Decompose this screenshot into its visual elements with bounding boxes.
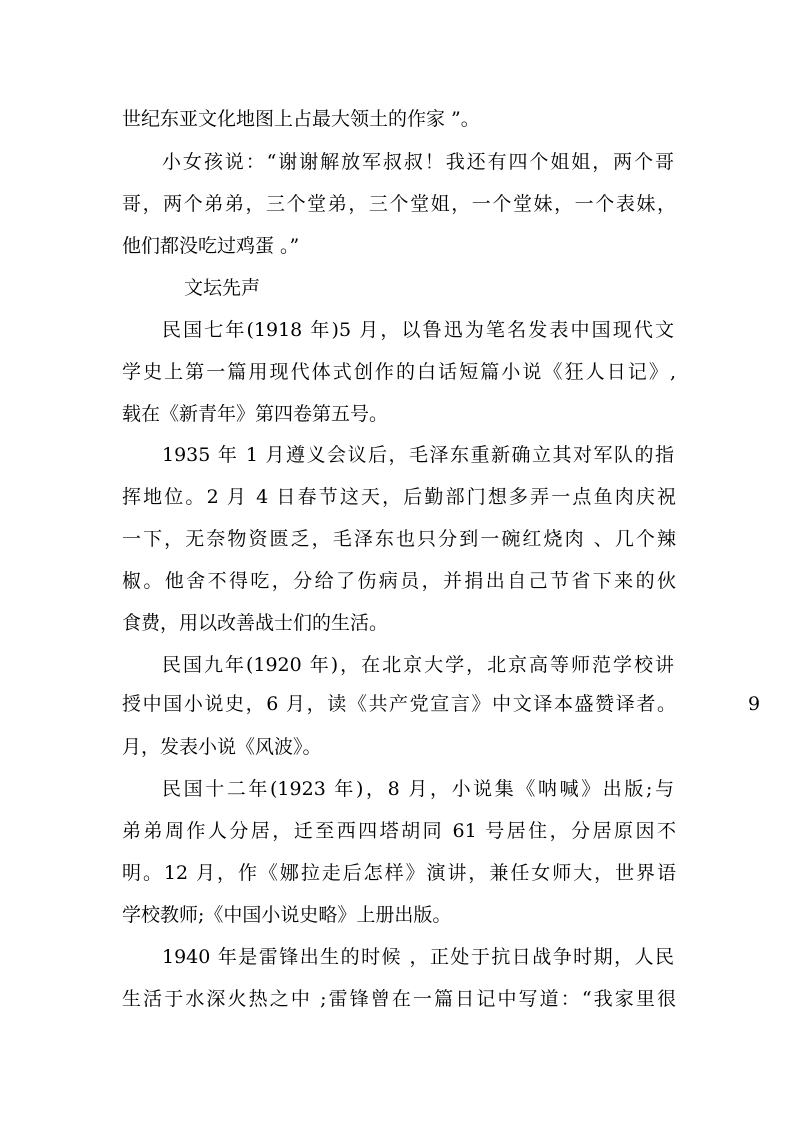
text-line: 椒。他舍不得吃，分给了伤病员，并捐出自己节省下来的伙 [122,570,676,592]
text-line: 学史上第一篇用现代体式创作的白话短篇小说《狂人日记》, [122,361,676,383]
text-line: 月，发表小说《风波》。 [122,736,322,758]
text-line: 民国十二年(1923 年)，8 月，小说集《呐喊》出版;与 [162,778,674,800]
text-line: 民国九年(1920 年)，在北京大学，北京高等师范学校讲 [162,654,674,676]
text-line: 明。12 月，作《娜拉走后怎样》演讲，兼任女师大，世界语 [122,862,676,884]
text-line: 世纪东亚文化地图上占最大领土的作家 ”。 [122,108,480,130]
page-number: 9 [748,693,761,715]
text-line: 小女孩说：“谢谢解放军叔叔！我还有四个姐姐，两个哥 [162,151,674,173]
text-line: 弟弟周作人分居，迁至西四塔胡同 61 号居住，分居原因不 [122,820,676,842]
text-line: 食费，用以改善战士们的生活。 [122,612,389,634]
text-line: 1935 年 1 月遵义会议后，毛泽东重新确立其对军队的指 [162,444,674,466]
text-line: 1940 年是雷锋出生的时候 ，正处于抗日战争时期，人民 [162,946,674,968]
text-line: 民国七年(1918 年)5 月，以鲁迅为笔名发表中国现代文 [162,319,674,341]
section-heading: 文坛先声 [184,277,261,299]
text-line: 学校教师;《中国小说史略》上册出版。 [122,904,452,926]
text-line: 授中国小说史，6 月，读《共产党宣言》中文译本盛赞译者。 [122,693,676,715]
text-line: 他们都没吃过鸡蛋 。” [122,235,300,257]
text-line: 生活于水深火热之中 ;雷锋曾在一篇日记中写道：“我家里很 [122,988,676,1010]
text-line: 哥，两个弟弟，三个堂弟，三个堂姐，一个堂妹，一个表妹， [122,193,676,215]
text-line: 挥地位。2 月 4 日春节这天，后勤部门想多弄一点鱼肉庆祝 [122,486,676,508]
text-line: 一下，无奈物资匮乏，毛泽东也只分到一碗红烧肉 、几个辣 [122,528,676,550]
text-line: 载在《新青年》第四卷第五号。 [122,403,389,425]
